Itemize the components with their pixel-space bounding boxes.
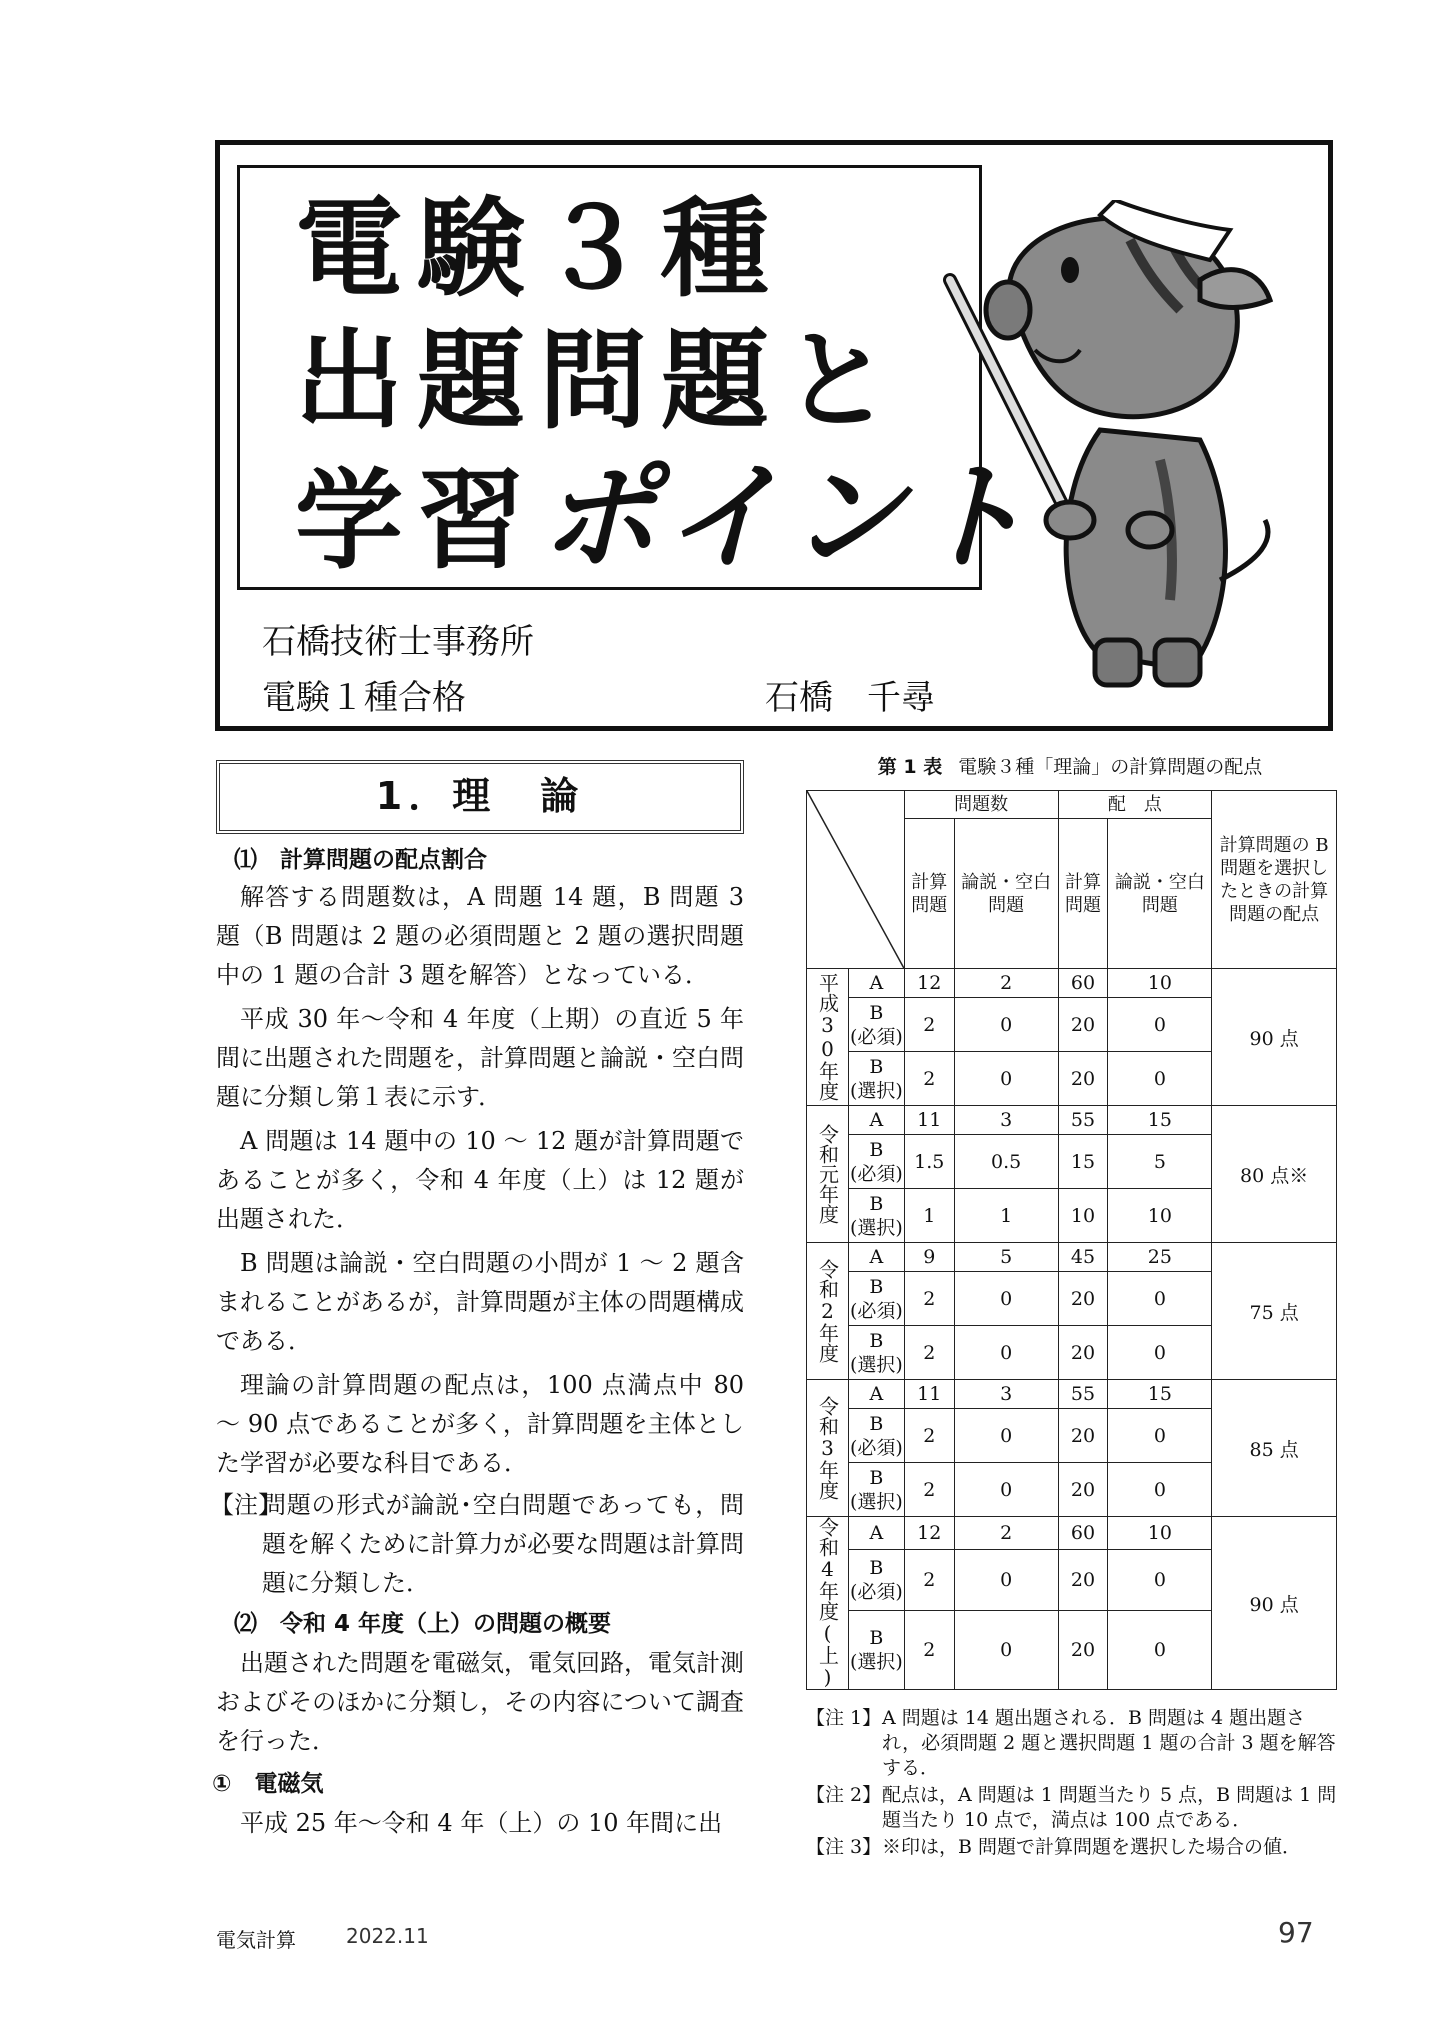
value-cell: 0 [954,1610,1058,1689]
footer-date: 2022.11 [346,1924,429,1948]
row-label-cell: B (必須) [848,1272,904,1326]
value-cell: 15 [1108,1380,1212,1409]
header-essay-count: 論説・空白問題 [954,819,1058,969]
value-cell: 55 [1058,1380,1108,1409]
value-cell: 10 [1108,1189,1212,1243]
value-cell: 0 [954,1409,1058,1463]
value-cell: 20 [1058,1549,1108,1610]
value-cell: 0 [954,1463,1058,1517]
score-table [806,790,1337,1690]
value-cell: 1 [954,1189,1058,1243]
table-row [807,1106,1337,1135]
header-calc-points: 計算問題 [1058,819,1108,969]
year-label-cell: 令和3年度 [807,1380,849,1517]
title-line-1: 電験３種 [295,187,784,312]
value-cell: 2 [904,1272,954,1326]
paragraph-4: B 問題は論説・空白問題の小問が 1 ～ 2 題含まれることがあるが，計算問題が主体の問題構成である． [216,1249,744,1355]
qualification: 電験１種合格 [262,678,466,718]
table-note-1-text: A 問題は 14 題出題される．B 問題は 4 題出題され，必須問題 2 題と選択問題 1 題の合計 3 題を解答する． [882,1707,1336,1779]
value-cell: 3 [954,1106,1058,1135]
value-cell: 0 [954,998,1058,1052]
value-cell: 0 [954,1052,1058,1106]
value-cell: 20 [1058,1463,1108,1517]
value-cell: 11 [904,1106,954,1135]
table-row [807,1243,1337,1272]
footer-journal: 電気計算 [216,1928,296,1952]
row-label-cell: A [848,1243,904,1272]
title-box [237,165,1036,590]
table-notes [806,1706,1340,1860]
value-cell: 55 [1058,1106,1108,1135]
value-cell: 0 [1108,1326,1212,1380]
value-cell: 20 [1058,1409,1108,1463]
table-note-2-label: 【注 2】 [806,1784,882,1806]
row-label-cell: B (選択) [848,1610,904,1689]
row-label-cell: A [848,1380,904,1409]
header-calc-count: 計算問題 [904,819,954,969]
total-points-cell: 75 点 [1212,1243,1337,1380]
value-cell: 10 [1108,1517,1212,1550]
value-cell: 45 [1058,1243,1108,1272]
value-cell: 15 [1108,1106,1212,1135]
affiliation: 石橋技術士事務所 [262,622,534,662]
value-cell: 2 [904,998,954,1052]
value-cell: 0 [1108,1549,1212,1610]
value-cell: 2 [904,1463,954,1517]
author-name: 石橋 千尋 [765,678,935,718]
value-cell: 9 [904,1243,954,1272]
row-label-cell: B (必須) [848,1135,904,1189]
boar-mascot-illustration [930,200,1320,700]
value-cell: 0 [1108,998,1212,1052]
row-label-cell: B (選択) [848,1189,904,1243]
row-label-cell: B (選択) [848,1326,904,1380]
value-cell: 20 [1058,1326,1108,1380]
value-cell: 2 [904,1549,954,1610]
row-label-cell: B (必須) [848,1549,904,1610]
row-label-cell: B (選択) [848,1052,904,1106]
table-row [807,1517,1337,1550]
value-cell: 0 [954,1326,1058,1380]
value-cell: 0 [954,1549,1058,1610]
table-note-1-label: 【注 1】 [806,1707,882,1729]
paragraph-6: 出題された問題を電磁気，電気回路，電気計測およびそのほかに分類し，その内容について調査を行った． [216,1649,744,1755]
table-note-2-text: 配点は，A 問題は 1 問題当たり 5 点，B 問題は 1 問題当たり 10 点で，満点は 100 点である． [882,1784,1337,1831]
title-line-2: 出題問題と [295,319,906,444]
paragraph-1: 解答する問題数は，A 問題 14 題，B 問題 3 題（B 問題は 2 題の必須問題と 2 題の選択問題中の 1 題の合計 3 題を解答）となっている． [216,883,744,989]
table-note-3 [806,1835,1340,1860]
section-heading: 1．理 論 [216,760,744,834]
total-points-cell: 85 点 [1212,1380,1337,1517]
paragraph-3: A 問題は 14 題中の 10 ～ 12 題が計算問題であることが多く，令和 4 年度（上）は 12 題が出題された． [216,1127,744,1233]
row-label-cell: A [848,1517,904,1550]
value-cell: 2 [904,1052,954,1106]
header-b-selection: 計算問題の B 問題を選択したときの計算問題の配点 [1212,791,1337,969]
value-cell: 2 [954,969,1058,998]
table-caption-text: 電験３種「理論」の計算問題の配点 [958,756,1263,778]
value-cell: 0 [1108,1272,1212,1326]
total-points-cell: 80 点※ [1212,1106,1337,1243]
paragraph-5: 理論の計算問題の配点は，100 点満点中 80 ～ 90 点であることが多く，計算問題を主体とした学習が必要な科目である． [216,1371,744,1477]
table-note-1 [806,1706,1340,1781]
paragraph-2: 平成 30 年～令和 4 年度（上期）の直近 5 年間に出題された問題を，計算問題と論説・空白問題に分類し第１表に示す． [216,1005,744,1111]
value-cell: 3 [954,1380,1058,1409]
value-cell: 60 [1058,969,1108,998]
paragraph-7: 平成 25 年～令和 4 年（上）の 10 年間に出 [240,1809,723,1837]
value-cell: 0 [1108,1463,1212,1517]
value-cell: 0 [1108,1610,1212,1689]
value-cell: 20 [1058,1610,1108,1689]
year-label-cell: 令和元年度 [807,1106,849,1243]
note-text: 問題の形式が論説･空白問題であっても，問題を解くために計算力が必要な問題は計算問題に分類した． [262,1491,744,1597]
value-cell: 60 [1058,1517,1108,1550]
table-corner-cell [807,791,905,969]
value-cell: 20 [1058,1272,1108,1326]
value-cell: 5 [1108,1135,1212,1189]
note-label: 【注】 [210,1491,282,1519]
value-cell: 10 [1058,1189,1108,1243]
value-cell: 20 [1058,998,1108,1052]
table-note-3-label: 【注 3】 [806,1836,882,1858]
subsection-heading-1: ⑴ 計算問題の配点割合 [234,847,487,873]
value-cell: 0 [1108,1052,1212,1106]
title-line-3-text: 学習 [295,459,540,584]
header-essay-points: 論説・空白問題 [1108,819,1212,969]
value-cell: 5 [954,1243,1058,1272]
year-label-cell: 令和2年度 [807,1243,849,1380]
subsection-heading-2: ⑵ 令和 4 年度（上）の問題の概要 [234,1611,612,1637]
table-row [807,969,1337,998]
value-cell: 11 [904,1380,954,1409]
page-number: 97 [1278,1916,1314,1949]
header-points: 配 点 [1058,791,1212,819]
value-cell: 0.5 [954,1135,1058,1189]
table-caption [800,752,1340,779]
table-caption-label: 第 1 表 [877,756,943,778]
value-cell: 2 [954,1517,1058,1550]
title-accent: ポイント [539,448,1036,586]
value-cell: 12 [904,1517,954,1550]
total-points-cell: 90 点 [1212,969,1337,1106]
title-line-3 [295,448,1036,586]
value-cell: 2 [904,1409,954,1463]
value-cell: 0 [1108,1409,1212,1463]
header-question-count: 問題数 [904,791,1058,819]
year-label-cell: 平成30年度 [807,969,849,1106]
value-cell: 12 [904,969,954,998]
row-label-cell: A [848,1106,904,1135]
row-label-cell: B (必須) [848,1409,904,1463]
value-cell: 15 [1058,1135,1108,1189]
value-cell: 20 [1058,1052,1108,1106]
row-label-cell: B (選択) [848,1463,904,1517]
table-note-2 [806,1783,1340,1833]
value-cell: 0 [954,1272,1058,1326]
year-label-cell: 令和4年度(上) [807,1517,849,1690]
row-label-cell: A [848,969,904,998]
value-cell: 2 [904,1326,954,1380]
value-cell: 1.5 [904,1135,954,1189]
row-label-cell: B (必須) [848,998,904,1052]
value-cell: 10 [1108,969,1212,998]
total-points-cell: 90 点 [1212,1517,1337,1690]
subsection-heading-3: ① 電磁気 [212,1771,324,1797]
value-cell: 1 [904,1189,954,1243]
value-cell: 25 [1108,1243,1212,1272]
value-cell: 2 [904,1610,954,1689]
table-row [807,1380,1337,1409]
table-note-3-text: ※印は，B 問題で計算問題を選択した場合の値． [882,1836,1302,1858]
